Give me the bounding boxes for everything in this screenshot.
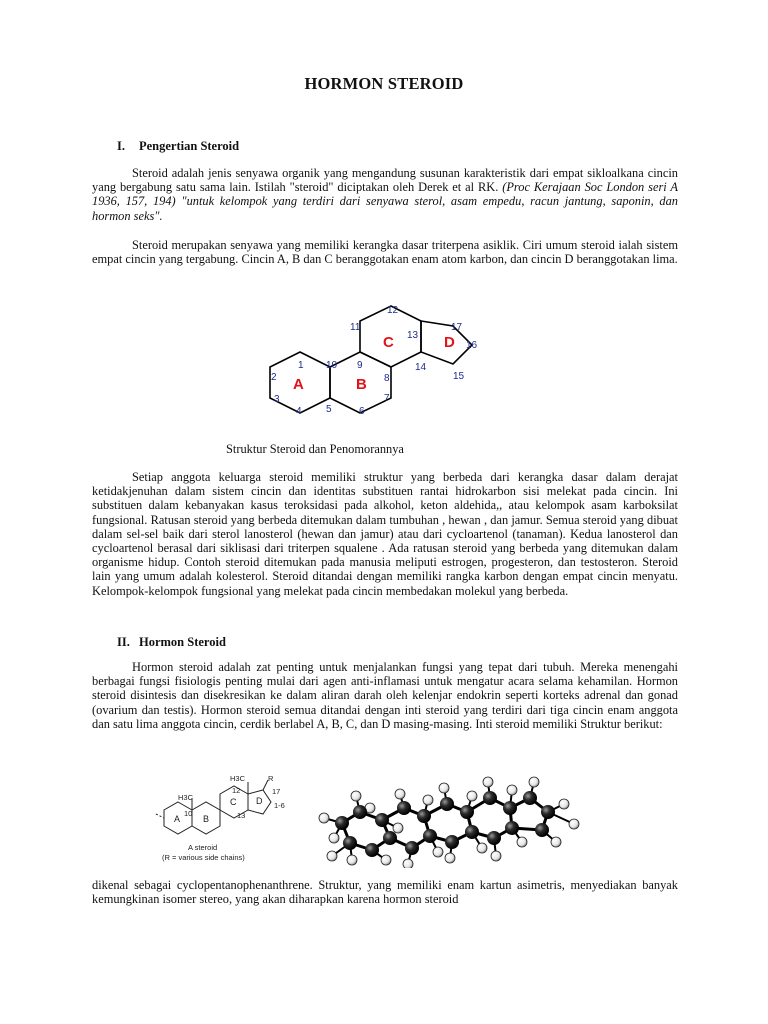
atom-number-6: 6	[359, 406, 365, 417]
atom-number-7: 7	[384, 393, 390, 404]
carbon-atom	[383, 831, 397, 845]
carbon-atom	[397, 801, 411, 815]
carbon-atom	[423, 829, 437, 843]
hydrogen-atom	[395, 789, 405, 799]
ring-a-label: A	[174, 814, 181, 824]
atom-number-15: 15	[453, 371, 465, 382]
label-h3c-left: H3C	[178, 793, 194, 802]
paragraph-steroid-family	[92, 470, 678, 598]
steroid-line-drawing	[148, 772, 298, 864]
ring-label-d: D	[444, 334, 455, 351]
atom-number-16: 16	[466, 340, 478, 351]
label-pos-16: 1-6	[274, 801, 285, 810]
carbon-atom	[353, 805, 367, 819]
atom-number-12: 12	[387, 305, 399, 316]
hydrogen-atom	[467, 791, 477, 801]
hydrogen-atom	[327, 851, 337, 861]
hydrogen-atom	[403, 859, 413, 868]
paragraph-text: Steroid merupakan senyawa yang memiliki kerangka dasar triterpena asiklik. Ciri umum steroid ialah sistem empat cincin yang tergabung. Cincin A, B dan C beranggotakan enam atom karbon, dan cincin D beranggotakan lima.	[92, 238, 678, 267]
hydrogen-atom	[529, 777, 539, 787]
carbon-atom	[445, 835, 459, 849]
ring-label-a: A	[293, 376, 304, 393]
paragraph-text: Setiap anggota keluarga steroid memiliki struktur yang berbeda dari kerangka dasar dalam derajat ketidakjenuhan dalam sistem cincin dan identitas substituen rantai hidrokarbon sisi melekat pada cincin. Ini substituen dalam kebanyakan kasus teroksidasi pada alkohol, keton aldehida,, atau kelompok asam karboksilat fungsional. Ratusan steroid yang berbeda ditemukan dalam tumbuhan , hewan , dan jamur. Semua steroid yang dibuat dalam sel-sel baik dari sterol lanosterol (hewan dan jamur) atau dari cycloartenol (tanaman). Kedua lanosterol dan cycloartenol berasal dari siklisasi dari triterpen squalene . Ada ratusan steroid yang berbeda yang ditemukan dalam organisme hidup. Contoh steroid ditemukan pada manusia meliputi estrogen, progesteron, dan testosteron. Steroid lain yang umum adalah kolesterol. Steroid ditandai dengan memiliki rangka karbon dengan empat cincin menyatu. Kelompok-kelompok fungsional yang melekat pada cincin membedakan molekul yang berbeda.	[92, 470, 678, 598]
hydrogen-atom	[381, 855, 391, 865]
paragraph-cyclopentano	[92, 878, 678, 906]
hydrogen-atom	[507, 785, 517, 795]
label-pos-10: 10	[184, 809, 193, 818]
carbon-atom	[505, 821, 519, 835]
hydrogen-atom	[319, 813, 329, 823]
atom-number-13: 13	[407, 330, 419, 341]
atom-number-4: 4	[296, 406, 302, 417]
section-title: Pengertian Steroid	[139, 139, 240, 153]
line-drawing-caption-2: (R = various side chains)	[162, 853, 245, 862]
atom-number-10: 10	[326, 360, 338, 371]
hydrogen-atom	[551, 837, 561, 847]
carbon-atom	[405, 841, 419, 855]
carbon-atom	[417, 809, 431, 823]
hydrogen-atom	[423, 795, 433, 805]
section-number: I.	[117, 139, 125, 153]
ring-c-label: C	[230, 797, 237, 807]
carbon-atom	[503, 801, 517, 815]
carbon-atom	[535, 823, 549, 837]
section-number: II.	[117, 635, 130, 649]
atom-number-8: 8	[384, 373, 390, 384]
carbon-atom	[487, 831, 501, 845]
section-title: Hormon Steroid	[139, 635, 226, 649]
carbon-atom	[335, 816, 349, 830]
paragraph-text: dikenal sebagai cyclopentanophenanthrene. Struktur, yang memiliki enam kartun asimetris, menyediakan banyak kemungkinan isomer stereo, yang akan diharapkan karena hormon steroid	[92, 878, 678, 907]
figure-caption: Struktur Steroid dan Penomorannya	[226, 442, 404, 456]
paragraph-hormone	[92, 660, 678, 731]
hydrogen-atom	[483, 777, 493, 787]
atom-number-14: 14	[415, 362, 427, 373]
ring-label-b: B	[356, 376, 367, 393]
hydrogen-atom	[517, 837, 527, 847]
ball-and-stick-model	[312, 768, 602, 868]
hydrogen-atom	[491, 851, 501, 861]
atom-number-9: 9	[357, 360, 363, 371]
line-drawing-bonds	[156, 780, 271, 834]
atom-number-1: 1	[298, 360, 304, 371]
hydrogen-atom	[439, 783, 449, 793]
ring-label-c: C	[383, 334, 394, 351]
paragraph-citation: (Proc Kerajaan Soc London seri A 1936, 157, 194) "untuk kelompok yang terdiri dari senyawa sterol, asam empedu, racun jantung, saponin, dan hormon seks".	[92, 180, 678, 223]
carbon-atom	[465, 825, 479, 839]
carbon-atom	[343, 836, 357, 850]
label-r: R	[268, 774, 274, 783]
carbon-atom	[541, 805, 555, 819]
section-heading-2	[117, 635, 226, 650]
hydrogen-atom	[347, 855, 357, 865]
hydrogen-atom	[351, 791, 361, 801]
hydrogen-atom	[477, 843, 487, 853]
atom-number-3: 3	[274, 394, 280, 405]
carbon-atom	[365, 843, 379, 857]
carbon-atom	[523, 791, 537, 805]
ring-b-label: B	[203, 814, 210, 824]
atom-number-5: 5	[326, 404, 332, 415]
carbon-atom	[440, 797, 454, 811]
hydrogen-atom	[559, 799, 569, 809]
ring-d-label: D	[256, 796, 263, 806]
paragraph-definition	[92, 166, 678, 223]
section-heading-1	[117, 139, 239, 154]
document-title: HORMON STEROID	[304, 74, 464, 93]
atom-number-2: 2	[271, 372, 277, 383]
carbon-atom	[460, 805, 474, 819]
hydrogen-atom	[569, 819, 579, 829]
label-pos-12: 12	[232, 786, 241, 795]
paragraph-text: Hormon steroid adalah zat penting untuk menjalankan fungsi yang tepat dari tubuh. Mereka menengahi berbagai fungsi fisiologis penting mulai dari agen anti-inflamasi untuk mengatur acara selama kehamilan. Hormon steroid disintesis dan disekresikan ke dalam aliran darah oleh kelenjar endokrin seperti korteks adrenal dan gonad (ovarium dan testis). Hormon steroid semua ditandai dengan inti steroid yang terdiri dari tiga cincin enam anggota dan satu lima anggota cincin, cerdik berlabel A, B, C, dan D masing-masing. Inti steroid memiliki Struktur berikut:	[92, 660, 678, 731]
hydrogen-atom	[445, 853, 455, 863]
steroid-numbering-diagram	[258, 300, 508, 420]
carbon-atom	[375, 813, 389, 827]
atom-number-11: 11	[350, 322, 361, 333]
hydrogen-atom	[433, 847, 443, 857]
paragraph-skeleton	[92, 238, 678, 266]
hydrogen-atom	[393, 823, 403, 833]
carbon-atom	[483, 791, 497, 805]
hydrogen-atom	[329, 833, 339, 843]
label-pos-13: 13	[237, 811, 246, 820]
atom-number-17: 17	[451, 322, 463, 333]
paragraph-text: Steroid adalah jenis senyawa organik yang mengandung susunan karakteristik dari empat sikloalkana cincin yang bergabung satu sama lain. Istilah "steroid" diciptakan oleh Derek et al RK.	[92, 166, 678, 195]
label-h3c-top: H3C	[230, 774, 246, 783]
label-pos-17: 17	[272, 787, 281, 796]
line-drawing-caption-1: A steroid	[188, 843, 218, 852]
